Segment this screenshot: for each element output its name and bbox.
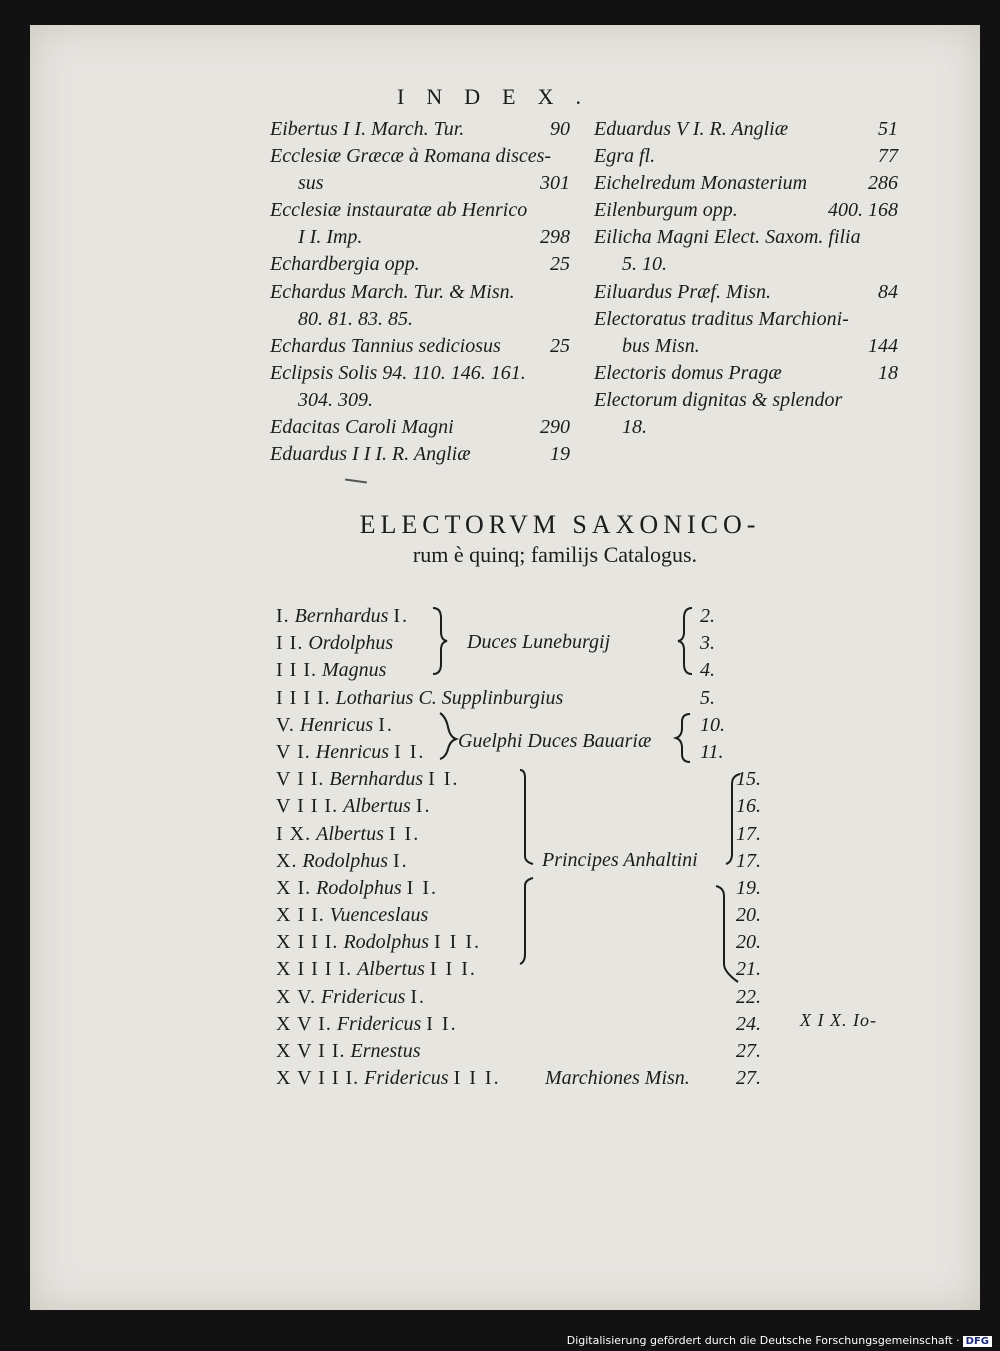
index-entry-page: 144 [868,334,898,357]
elector-numeral: I I I. [276,659,317,682]
elector-numeral: X V I I. [276,1040,346,1062]
elector-name: Rodolphus [343,931,429,954]
index-entry-line: I I. Imp. [298,226,363,249]
brace-luneburg-left [433,608,447,674]
index-entry-line: Echardus Tannius sediciosus [270,334,501,357]
index-entry-line: Eichelredum Monasterium [594,172,808,195]
index-entry-page: 77 [878,145,898,168]
elector-numeral: X. [276,849,298,872]
index-entry-line: 80. 81. 83. 85. [298,307,413,330]
elector-numeral: I X. [276,822,312,845]
elector-ref: 22. [736,985,761,1008]
index-entry-line: bus Misn. [622,334,700,357]
index-entry-line: Egra fl. [594,145,656,168]
elector-ref: 11. [700,740,724,763]
elector-ordinal: I I. [406,876,438,899]
elector-ref: 21. [736,958,761,981]
elector-numeral: X I I I. [276,931,339,954]
index-entry-line: Ecclesiæ instauratæ ab Henrico [270,199,528,222]
elector-name: Fridericus [364,1067,449,1090]
index-entry-page: 18 [878,361,898,384]
elector-numeral: X I. [276,876,312,899]
catchword: X I X. Io- [800,1010,877,1030]
group-label-luneburg: Duces Luneburgij [467,631,611,653]
index-entry-line: Electorum dignitas & splendor [594,388,843,411]
index-entry-line: Ecclesiæ Græcæ à Romana disces- [270,145,552,168]
group-label-misnia: Marchiones Misn. [545,1067,690,1089]
elector-ordinal: I. [393,605,410,627]
elector-name: Rodolphus [316,876,402,899]
index-entry-page: 84 [878,280,898,303]
elector-ordinal: I I. [388,822,421,845]
elector-numeral: I I I I. [276,686,331,709]
elector-ordinal: I I I. [429,958,477,981]
index-entry-line: Eilenburgum opp. [594,199,738,222]
brace-anhalt-left-lower [520,878,533,964]
elector-name: Vuenceslaus [329,904,429,927]
elector-ref: 19. [736,876,761,899]
index-entry-line: Eduardus V I. R. Angliæ [594,118,789,140]
index-entry-page: 301 [540,172,570,195]
index-entry-page: 290 [540,416,570,439]
brace-luneburg-right [678,608,692,674]
index-entry-line: Eduardus I I I. R. Angliæ [270,443,471,466]
elector-name: Henricus [299,713,374,736]
index-entry-line: Electoris domus Pragæ [594,361,782,384]
elector-ordinal: I I. [428,768,460,791]
brace-anhalt-left-upper [520,770,533,864]
index-entry-page: 90 [550,118,570,140]
elector-name: Henricus [315,740,390,763]
elector-name: Ernestus [350,1040,421,1062]
elector-ref: 2. [700,605,715,627]
index-entry-line: Eibertus I I. March. Tur. [270,118,465,140]
elector-ordinal: I. [415,795,432,818]
elector-name: Albertus [316,822,384,845]
elector-name: Albertus [357,958,425,981]
brace-anhalt-right-lower [716,886,738,982]
index-entry-line: sus [298,172,324,195]
index-entry-line: Echardbergia opp. [270,253,420,276]
elector-name: Fridericus [320,985,406,1008]
elector-name: Rodolphus [302,849,389,872]
elector-name: Albertus [343,795,411,818]
elector-ref: 5. [700,686,715,709]
elector-ref: 24. [736,1012,761,1035]
elector-numeral: X V. [276,985,316,1008]
elector-numeral: V. [276,713,295,736]
index-entry-line: Eiluardus Præf. Misn. [594,280,772,303]
elector-ordinal: I I I. [453,1067,501,1090]
index-entry-line: 5. 10. [622,253,667,276]
elector-numeral: V I I I. [276,795,339,818]
dfg-logo: DFG [963,1336,992,1347]
elector-name: Fridericus [336,1012,422,1035]
elector-ordinal: I. [410,985,427,1008]
catalog-title-line1: ELECTORVM SAXONICO- [359,510,761,539]
index-entry-page: 298 [540,226,570,249]
elector-numeral: X V I I I. [276,1067,360,1090]
elector-ref: 3. [700,632,715,655]
index-entry-line: 304. 309. [298,388,373,411]
footer-credit [567,1334,992,1347]
elector-name: Ordolphus [308,632,394,655]
elector-ordinal: I I I. [434,931,481,954]
index-entry-line: Edacitas Caroli Magni [270,416,454,439]
elector-numeral: X I I I I. [276,958,353,981]
elector-ordinal: I. [393,849,409,872]
index-entry-line: Electoratus traditus Marchioni- [594,307,849,330]
elector-name: Bernhardus [329,768,424,791]
index-entry-page: 400. 168 [828,199,898,222]
brace-bavaria-right [676,714,690,762]
index-entry-line: Echardus March. Tur. & Misn. [270,280,515,303]
elector-numeral: I. [276,605,290,627]
elector-name: Lotharius C. Supplinburgius [335,686,564,709]
elector-ref: 15. [736,768,761,791]
index-entry-line: Eclipsis Solis 94. 110. 146. 161. [270,361,526,384]
index-entry-line: 18. [622,416,647,439]
footer-text: Digitalisierung gefördert durch die Deutsche Forschungsgemeinschaft · [566,1334,960,1347]
elector-ref: 17. [736,822,761,845]
elector-ordinal: I I. [426,1012,458,1035]
index-entry-line: Eilicha Magni Elect. Saxom. filia [594,226,861,249]
elector-numeral: X V I. [276,1012,332,1035]
elector-ref: 27. [736,1067,761,1090]
elector-numeral: I I. [276,632,304,655]
elector-ref: 17. [736,849,761,872]
elector-numeral: V I. [276,740,311,763]
elector-name: Bernhardus [294,605,389,627]
elector-ref: 4. [700,659,715,682]
brace-anhalt-right-upper [726,774,740,864]
page-header: INDEX. [397,84,603,109]
elector-numeral: X I I. [276,904,325,927]
elector-ref: 27. [736,1040,761,1062]
elector-ref: 20. [736,904,761,927]
index-entry-page: 286 [868,172,898,195]
elector-ordinal: I. [378,713,394,736]
brace-bavaria-left [440,713,456,759]
elector-ref: 20. [736,931,761,954]
index-entry-page: 19 [550,443,570,466]
group-label-anhalt: Principes Anhaltini [542,849,698,871]
index-entry-page: 25 [550,253,570,276]
elector-ordinal: I I. [394,740,426,763]
index-entry-page: 25 [550,334,570,357]
elector-name: Magnus [321,659,387,682]
catalog-title-line2: rum è quinq; familijs Catalogus. [412,542,698,567]
elector-numeral: V I I. [276,768,325,791]
elector-ref: 10. [700,713,725,736]
elector-ref: 16. [736,795,761,818]
group-label-bavaria: Guelphi Duces Bauariæ [458,730,652,752]
index-entry-page: 51 [878,118,898,140]
